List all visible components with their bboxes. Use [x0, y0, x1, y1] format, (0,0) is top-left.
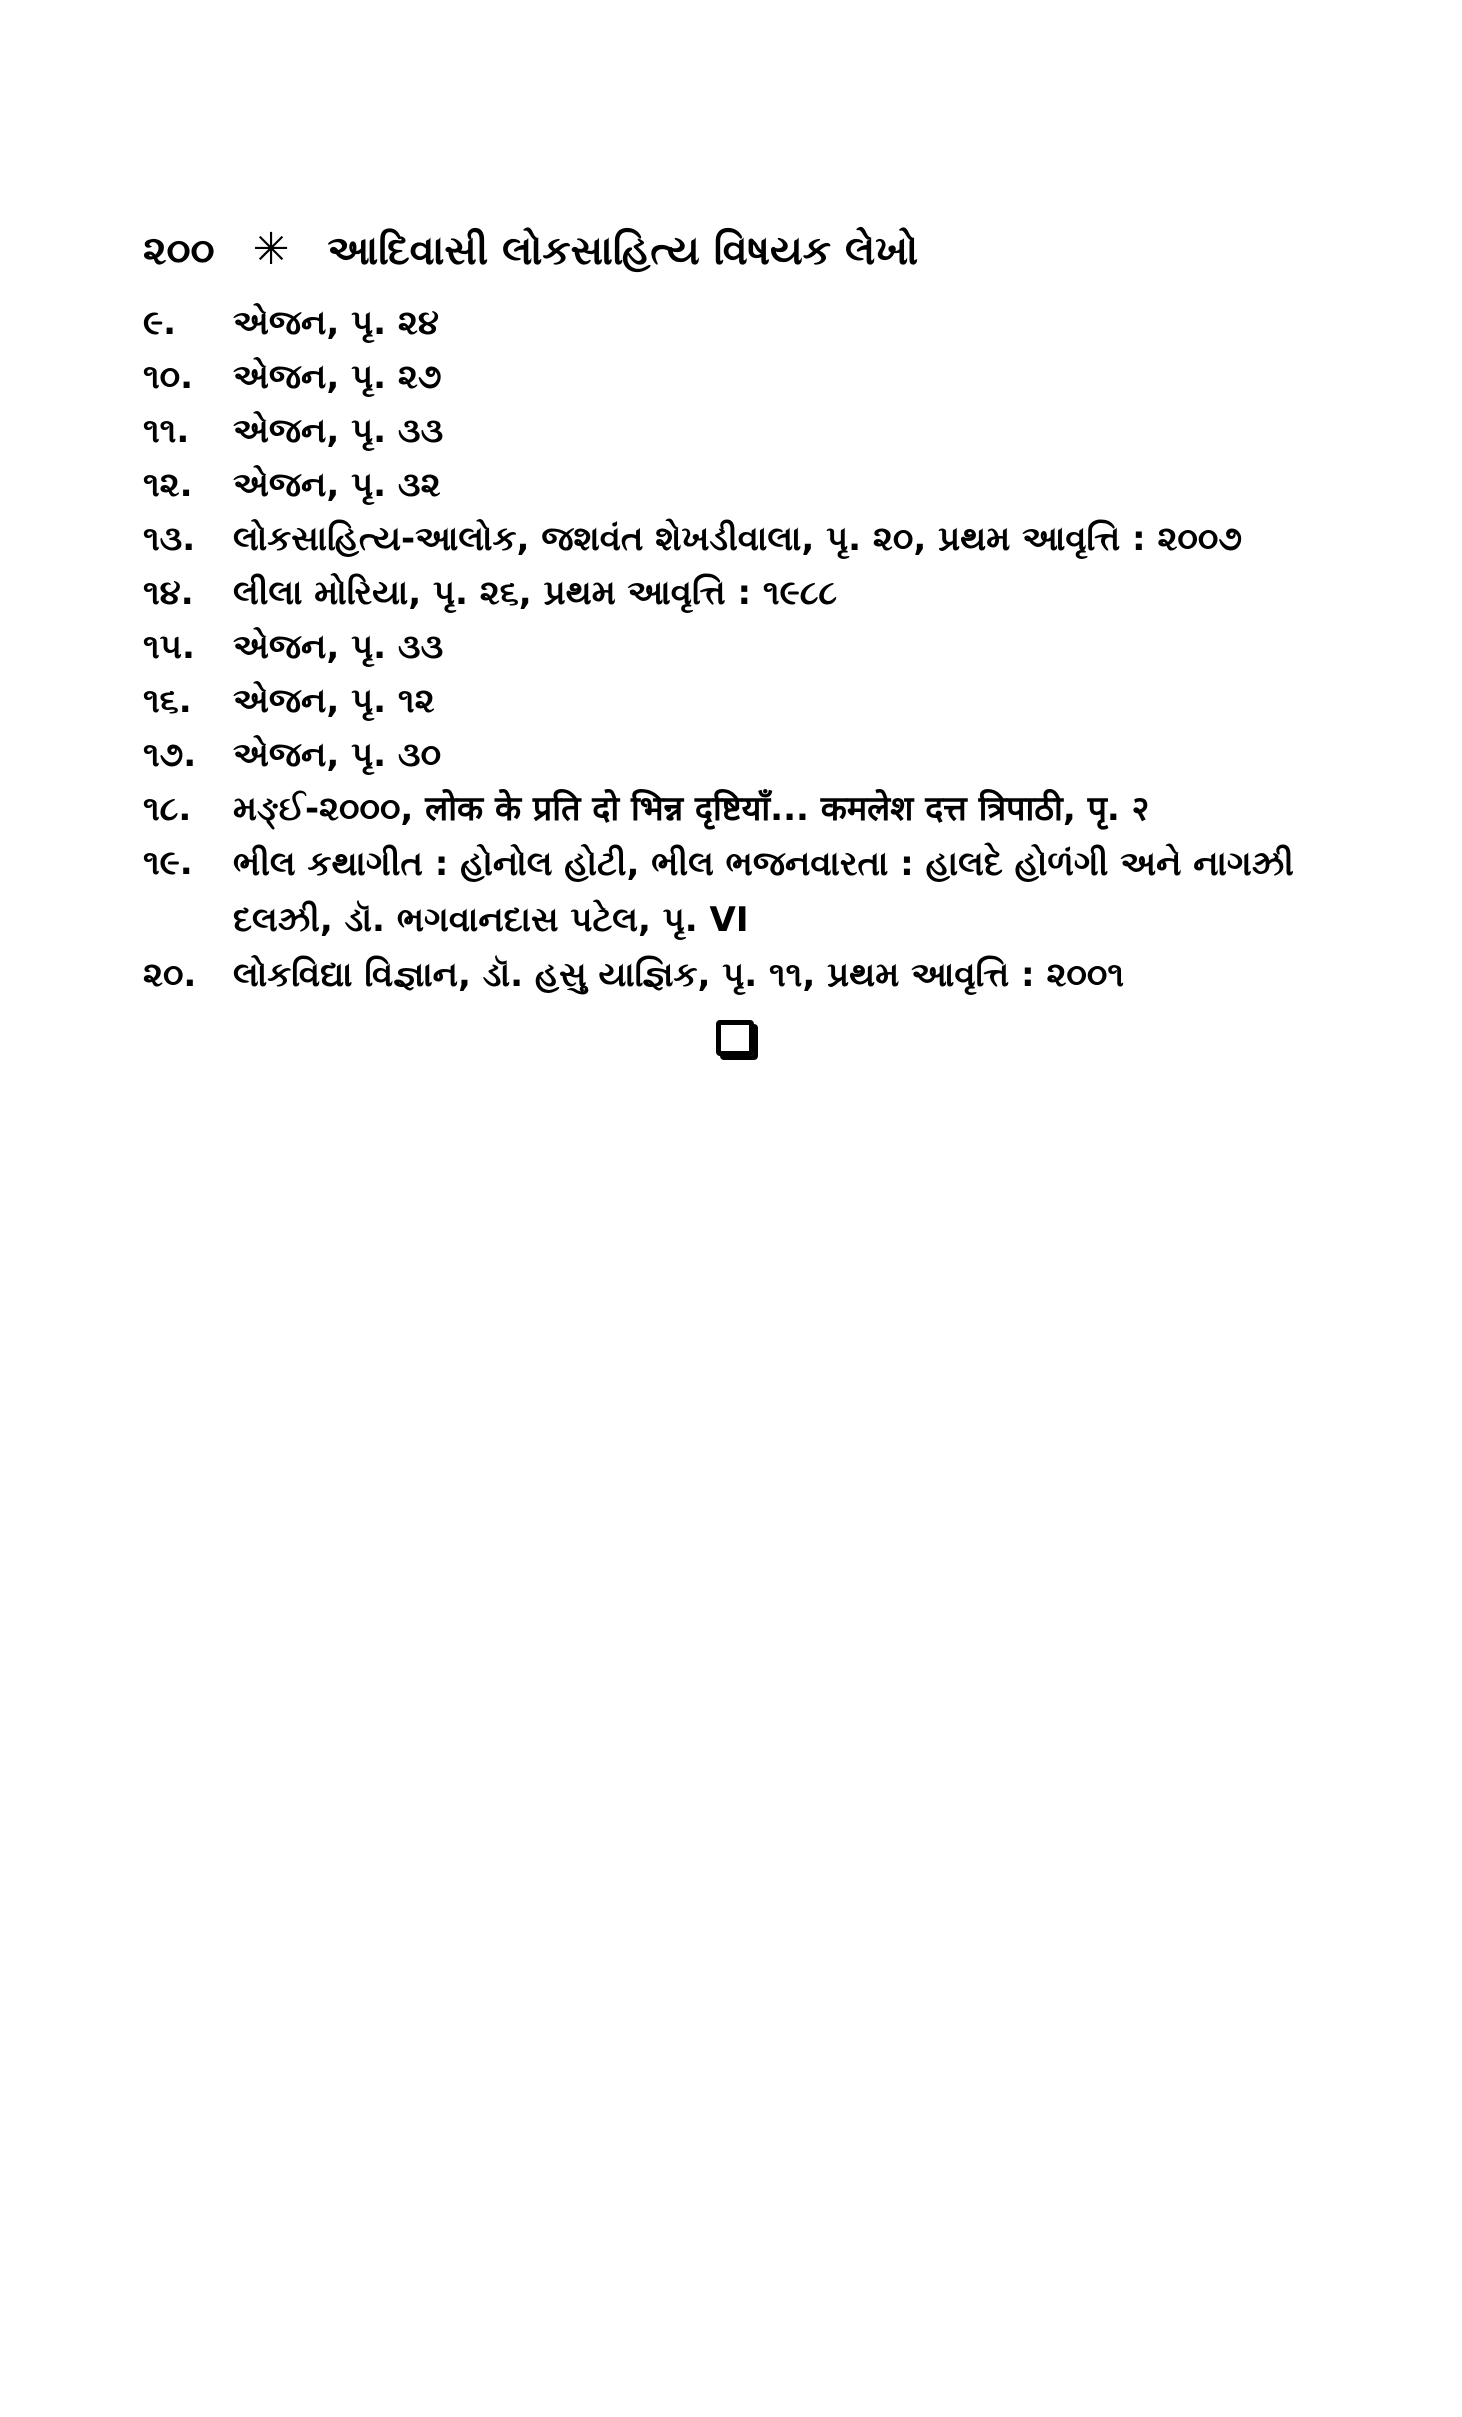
endnote-number: ૧૨.: [143, 465, 193, 505]
endnote-text: એજન, પૃ. ૨૭: [233, 357, 442, 397]
endnote-text: એજન, પૃ. ૧૨: [233, 681, 435, 721]
endnote-number: ૧૩.: [143, 519, 196, 559]
endnote-text: એજન, પૃ. ૩૩: [233, 627, 444, 667]
page-number: ૨૦૦: [143, 228, 215, 274]
endnote-text: ભીલ કથાગીત : હોનોલ હોટી, ભીલ ભજનવારતા : હાલદે હોળંગી અને નાગઝ્રી દલઝ્રી, ડૉ. ભગવાનદાસ પટેલ, પૃ. VI: [233, 844, 1294, 940]
endnote-number: ૧૦.: [143, 357, 194, 397]
endnote-text: મઙ્ઈ-૨૦૦૦, लोक के प्रति दो भिन्न दृष्टियाँ... कमलेश दत्त त्रिपाठी, पृ. २: [233, 789, 1150, 829]
running-head: [143, 222, 1323, 279]
endnote-19: [143, 836, 1343, 948]
endnote-number: ૯.: [143, 303, 177, 343]
endnote-text: લોકસાહિત્ય-આલોક, જશવંત શેખડીવાલા, પૃ. ૨૦, પ્રથમ આવૃત્તિ : ૨૦૦૭: [233, 519, 1242, 559]
endnote-17: [143, 728, 1343, 782]
endnote-number: ૧૭.: [143, 735, 197, 775]
endnote-text: લીલા મોરિયા, પૃ. ૨૬, પ્રથમ આવૃત્તિ : ૧૯૮૮: [233, 573, 838, 613]
endnote-number: ૧૬.: [143, 681, 192, 721]
endnotes-list: [143, 296, 1343, 1002]
endnote-number: ૧૪.: [143, 573, 194, 613]
endnote-number: ૧૯.: [143, 843, 193, 883]
endnote-text: એજન, પૃ. ૨૪: [233, 303, 439, 343]
asterisk-ornament-icon: ✳: [252, 224, 290, 275]
endnote-11: [143, 404, 1343, 458]
end-of-section-box-icon: [716, 1020, 754, 1056]
endnote-9: [143, 296, 1343, 350]
endnote-text: લોકવિદ્યા વિજ્ઞાન, ડૉ. હસુ યાજ્ઞિક, પૃ. ૧૧, પ્રથમ આવૃત્તિ : ૨૦૦૧: [233, 955, 1124, 995]
endnote-text: એજન, પૃ. ૩૦: [233, 735, 442, 775]
endnote-14: [143, 566, 1343, 620]
endnote-number: ૧૧.: [143, 411, 190, 451]
book-title: આદિવાસી લોકસાહિત્ય વિષયક લેખો: [327, 228, 919, 274]
endnote-15: [143, 620, 1343, 674]
endnote-number: ૧૫.: [143, 627, 195, 667]
endnote-12: [143, 458, 1343, 512]
endnote-16: [143, 674, 1343, 728]
endnote-number: ૨૦.: [143, 955, 197, 995]
endnote-text: એજન, પૃ. ૩૨: [233, 465, 441, 505]
endnote-10: [143, 350, 1343, 404]
endnote-20: [143, 948, 1343, 1002]
endnote-18: [143, 782, 1343, 836]
endnote-text: એજન, પૃ. ૩૩: [233, 411, 444, 451]
endnote-13: [143, 512, 1343, 566]
endnote-number: ૧૮.: [143, 789, 192, 829]
